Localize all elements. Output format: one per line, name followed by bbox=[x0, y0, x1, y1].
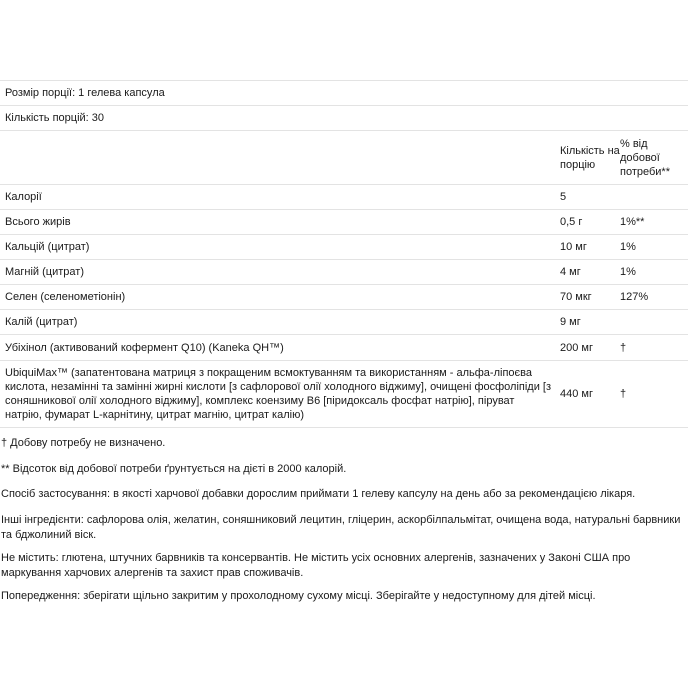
nutrient-daily-value: 127% bbox=[620, 285, 688, 310]
nutrient-amount: 9 мг bbox=[560, 310, 620, 335]
supplement-facts-table bbox=[0, 80, 688, 428]
table-row bbox=[0, 335, 688, 361]
table-row bbox=[0, 361, 688, 428]
nutrient-name: Убіхінол (активований кофермент Q10) (Kaneka QH™) bbox=[0, 335, 560, 361]
nutrient-daily-value: 1% bbox=[620, 235, 688, 260]
daily-value-footnote: ** Відсоток від добової потреби ґрунтується на дієті в 2000 калорій. bbox=[1, 463, 347, 475]
table-row bbox=[0, 185, 688, 210]
serving-size-row bbox=[0, 81, 688, 106]
nutrient-name: UbiquiMax™ (запатентована матриця з покращеним всмоктуванням та використанням - альфа-ліпоєва кислота, незамінні та замінні жирні кислоти [з сафлорової олії холодного віджиму], очищені фосфоліпіди [з соняшникової олії холодного віджиму], комплекс коензиму B6 [піридоксаль фосфат натрію], піруват натрію, фумарат L-карнітину, цитрат магнію, цитрат калію) bbox=[0, 361, 560, 428]
dagger-footnote: † Добову потребу не визначено. bbox=[1, 437, 166, 449]
nutrient-amount: 10 мг bbox=[560, 235, 620, 260]
table-row bbox=[0, 285, 688, 310]
nutrient-amount: 440 мг bbox=[560, 361, 620, 428]
nutrient-name: Калорії bbox=[0, 185, 560, 210]
nutrient-daily-value bbox=[620, 185, 688, 210]
nutrient-amount: 200 мг bbox=[560, 335, 620, 361]
nutrient-name: Кальцій (цитрат) bbox=[0, 235, 560, 260]
nutrient-daily-value: † bbox=[620, 335, 688, 361]
nutrient-amount: 0,5 г bbox=[560, 210, 620, 235]
usage-directions: Спосіб застосування: в якості харчової добавки дорослим приймати 1 гелеву капсулу на день або за рекомендацією лікаря. bbox=[1, 488, 636, 500]
free-of-statement: Не містить: глютена, штучних барвників та консервантів. Не містить усіх основних алергенів, зазначених у Законі США про маркування харчових алергенів та захист прав споживачів. bbox=[1, 552, 631, 579]
warning-statement: Попередження: зберігати щільно закритим у прохолодному сухому місці. Зберігайте у недоступному для дітей місці. bbox=[1, 590, 596, 602]
servings-count-row bbox=[0, 106, 688, 131]
nutrient-daily-value: 1%** bbox=[620, 210, 688, 235]
nutrient-name: Калій (цитрат) bbox=[0, 310, 560, 335]
table-row bbox=[0, 260, 688, 285]
nutrient-name: Магній (цитрат) bbox=[0, 260, 560, 285]
nutrient-daily-value: 1% bbox=[620, 260, 688, 285]
nutrient-daily-value: † bbox=[620, 361, 688, 428]
supplement-facts-panel bbox=[0, 80, 688, 428]
table-row bbox=[0, 235, 688, 260]
other-ingredients: Інші інгредієнти: сафлорова олія, желатин, соняшниковий лецитин, гліцерин, аскорбілпальмітат, очищена вода, натуральні барвники та бджолиний віск. bbox=[1, 514, 681, 541]
nutrient-name: Селен (селенометіонін) bbox=[0, 285, 560, 310]
header-blank bbox=[0, 131, 560, 185]
table-row bbox=[0, 210, 688, 235]
header-daily-value: % від добової потреби** bbox=[620, 131, 688, 185]
nutrient-daily-value bbox=[620, 310, 688, 335]
nutrient-amount: 70 мкг bbox=[560, 285, 620, 310]
serving-size-text: Розмір порції: 1 гелева капсула bbox=[0, 81, 688, 106]
nutrient-amount: 5 bbox=[560, 185, 620, 210]
servings-count-text: Кількість порцій: 30 bbox=[0, 106, 688, 131]
header-amount: Кількість на порцію bbox=[560, 131, 620, 185]
table-row bbox=[0, 310, 688, 335]
nutrient-name: Всього жирів bbox=[0, 210, 560, 235]
column-header-row bbox=[0, 131, 688, 185]
nutrient-amount: 4 мг bbox=[560, 260, 620, 285]
